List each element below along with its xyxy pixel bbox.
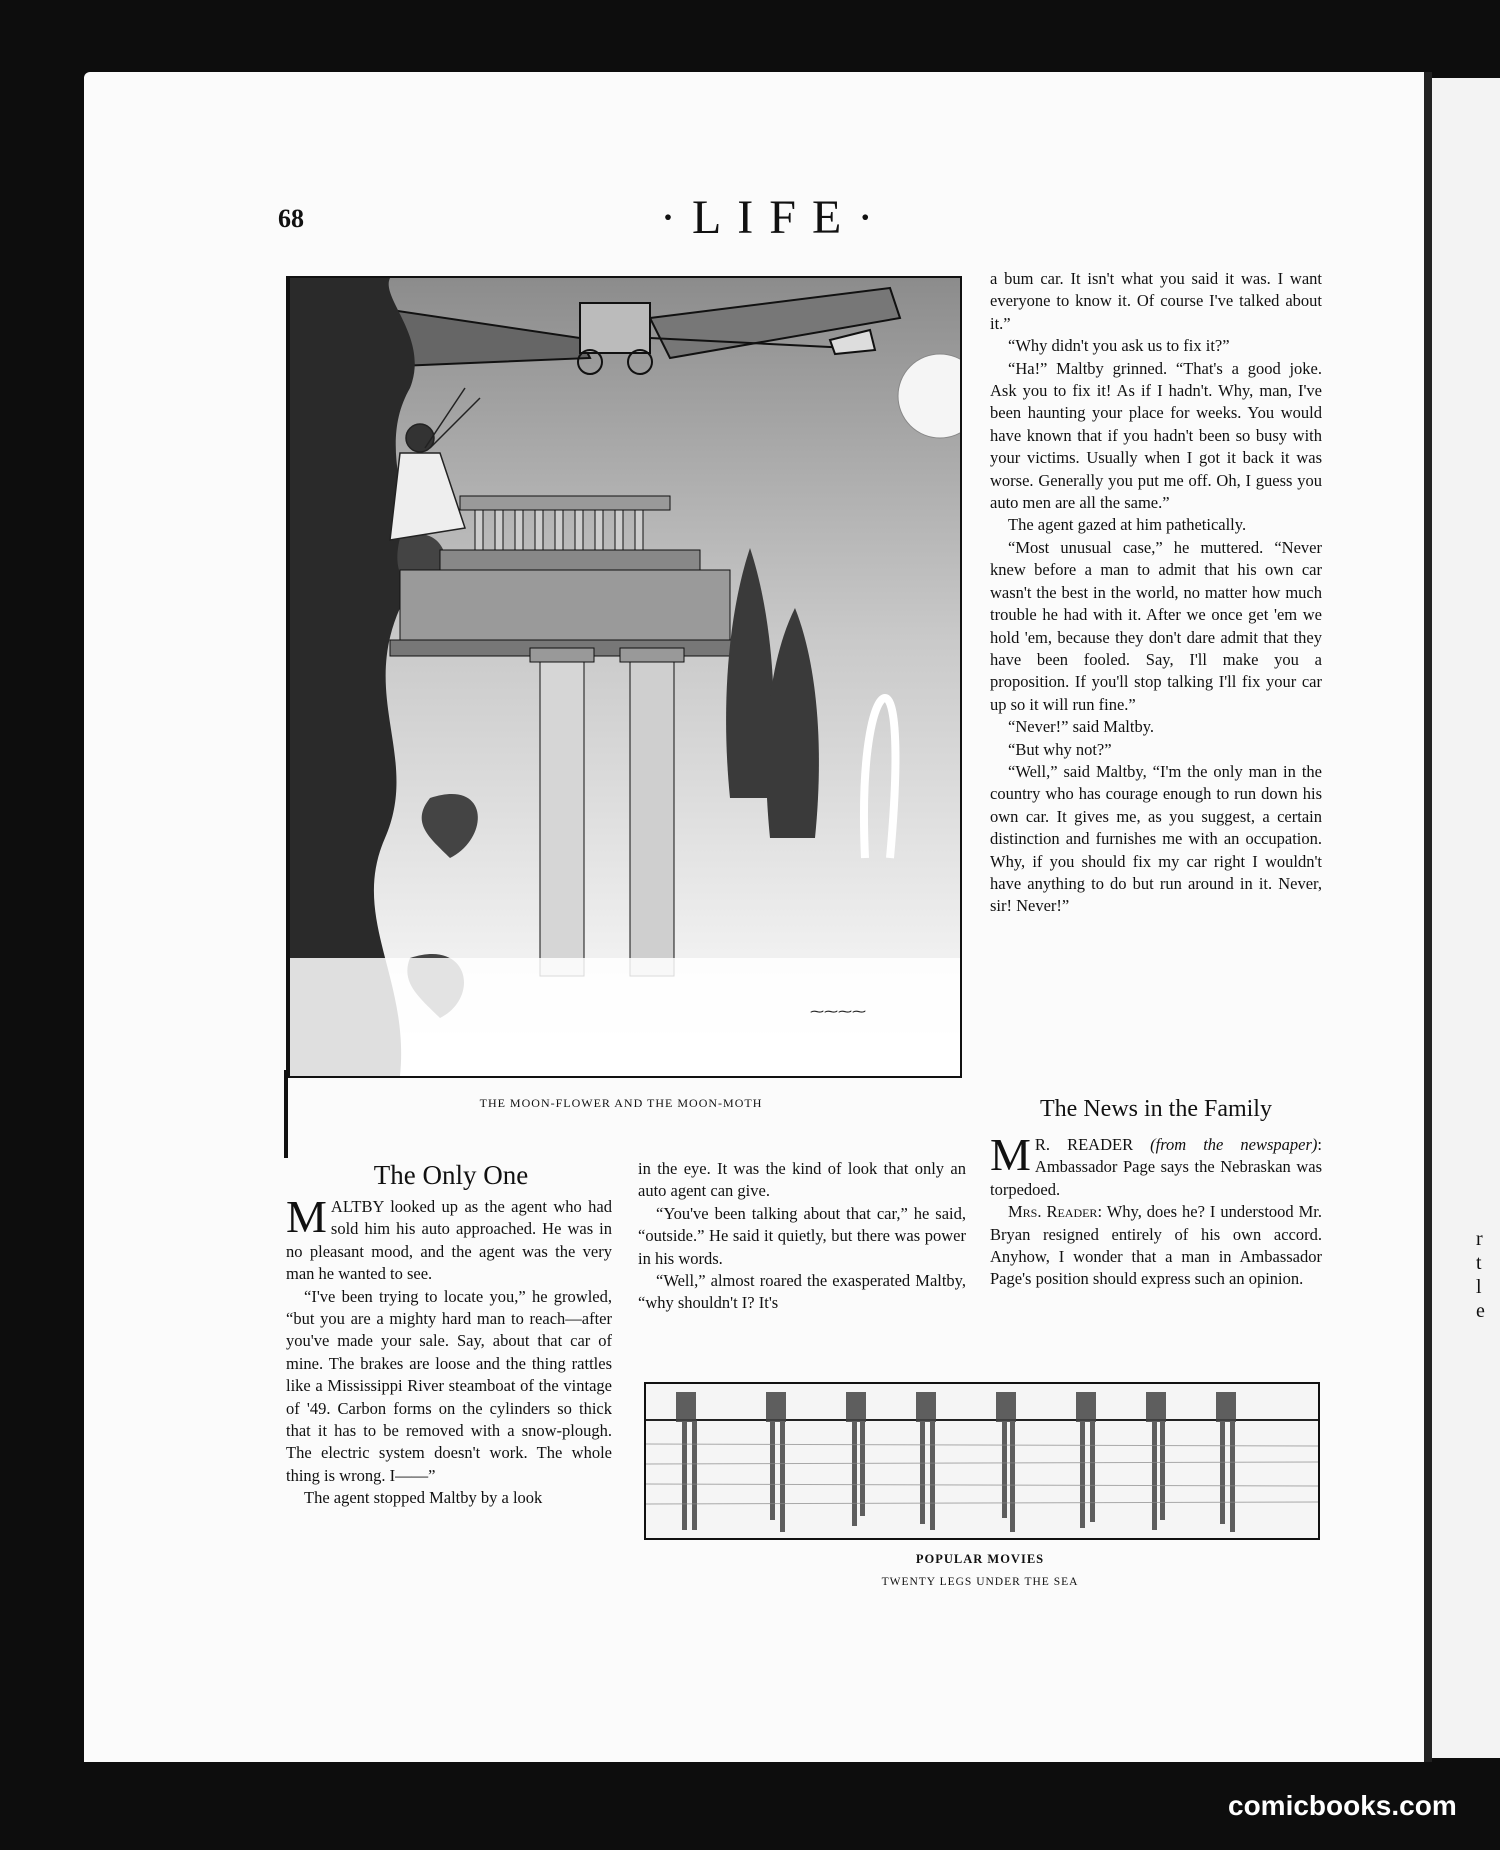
story-paragraph: “You've been talking about that car,” he said, “outside.” He said it quietly, but there was power in his words. xyxy=(638,1203,966,1268)
story-column-left xyxy=(286,1191,612,1510)
drop-cap: M xyxy=(286,1191,327,1242)
story-paragraph: “Ha!” Maltby grinned. “That's a good joke. Ask you to fix it! As if I hadn't. Why, man, I've been haunting your place for weeks. You would have known that if you hadn't been so busy with your victims. Usually when I got it back it was worse. Generally you put me off. Oh, I guess you auto men are all the same.” xyxy=(990,358,1322,513)
story-paragraph: MALTBY looked up as the agent who had sold him his auto approached. He was in no pleasant mood, and the agent was the very man he wanted to see. xyxy=(286,1191,612,1284)
story-paragraph: “I've been trying to locate you,” he growled, “but you are a mighty hard man to reach—after you've made your sale. Say, about that car of mine. The brakes are loose and the thing rattles like a Mississippi River steamboat of the vintage of '49. Carbon forms on the cylinders so thick that it has to be removed with a snow-plough. The electric system doesn't work. The whole thing is wrong. I——” xyxy=(286,1286,612,1485)
page-number: 68 xyxy=(278,204,304,233)
strip-caption-title: POPULAR MOVIES xyxy=(915,1552,1045,1566)
story-paragraph: “Most unusual case,” he muttered. “Never knew before a man to admit that his own car wasn't the best in the world, no matter how much trouble he had with it. After we once get 'em we hold 'em, because they don't dare admit that they have been fooled. Say, I'll make you a proposition. If you'll stop talking I'll fix your car up so it will run fine.” xyxy=(990,537,1322,714)
story-paragraph: “Well,” almost roared the exasperated Maltby, “why shouldn't I? It's xyxy=(638,1271,966,1313)
story-paragraph: “Well,” said Maltby, “I'm the only man in the country who has courage enough to run down his own car. It gives me, as you suggest, a certain distinction and furnishes me with an occupation. Why, if you should fix my car right I wouldn't have anything to do but run around in it. Never, sir! Never!” xyxy=(990,761,1322,916)
story-paragraph: “Never!” said Maltby. xyxy=(1008,717,1154,737)
fragment-text: l xyxy=(1476,1276,1482,1298)
story-paragraph: “Why didn't you ask us to fix it?” xyxy=(1008,336,1230,356)
illustration-caption: THE MOON-FLOWER AND THE MOON-MOTH xyxy=(479,1096,763,1110)
page-spine xyxy=(1424,72,1432,1762)
news-column xyxy=(990,1129,1322,1291)
news-paragraph: M R. READER (from the newspaper): Ambassador Page says the Nebraskan was torpedoed. xyxy=(990,1129,1322,1199)
masthead-title: ·LIFE· xyxy=(660,191,890,244)
story-column-middle xyxy=(638,1158,966,1315)
news-title: The News in the Family xyxy=(1040,1096,1272,1122)
drop-cap: M xyxy=(990,1129,1031,1180)
artist-signature: ⁓⁓⁓⁓ xyxy=(810,1005,866,1020)
vertical-rule xyxy=(284,1070,288,1158)
story-paragraph: The agent gazed at him pathetically. xyxy=(1008,515,1247,535)
popular-movies-illustration xyxy=(644,1382,1320,1540)
strip-caption-subtitle: TWENTY LEGS UNDER THE SEA xyxy=(881,1576,1079,1588)
story-paragraph: The agent stopped Maltby by a look xyxy=(304,1488,543,1508)
site-watermark: comicbooks.com xyxy=(1228,1790,1457,1821)
fragment-text: t xyxy=(1476,1252,1482,1274)
story-title: The Only One xyxy=(373,1160,529,1190)
story-paragraph: in the eye. It was the kind of look that only an auto agent can give. xyxy=(638,1159,966,1201)
fragment-text: e xyxy=(1476,1300,1485,1322)
adjacent-page-edge xyxy=(1432,78,1500,1758)
fragment-text: r xyxy=(1476,1228,1483,1250)
moon-flower-illustration xyxy=(286,276,962,1078)
story-paragraph: “But why not?” xyxy=(1008,739,1112,759)
story-paragraph: a bum car. It isn't what you said it was. I want everyone to know it. Of course I've talked about it.” xyxy=(990,269,1322,333)
story-column-right xyxy=(990,268,1322,918)
news-paragraph: Mrs. Reader: Why, does he? I understood Mr. Bryan resigned entirely of his own accord. Anyhow, I wonder that a man in Ambassador Page's position should express such an opinion. xyxy=(990,1202,1322,1289)
